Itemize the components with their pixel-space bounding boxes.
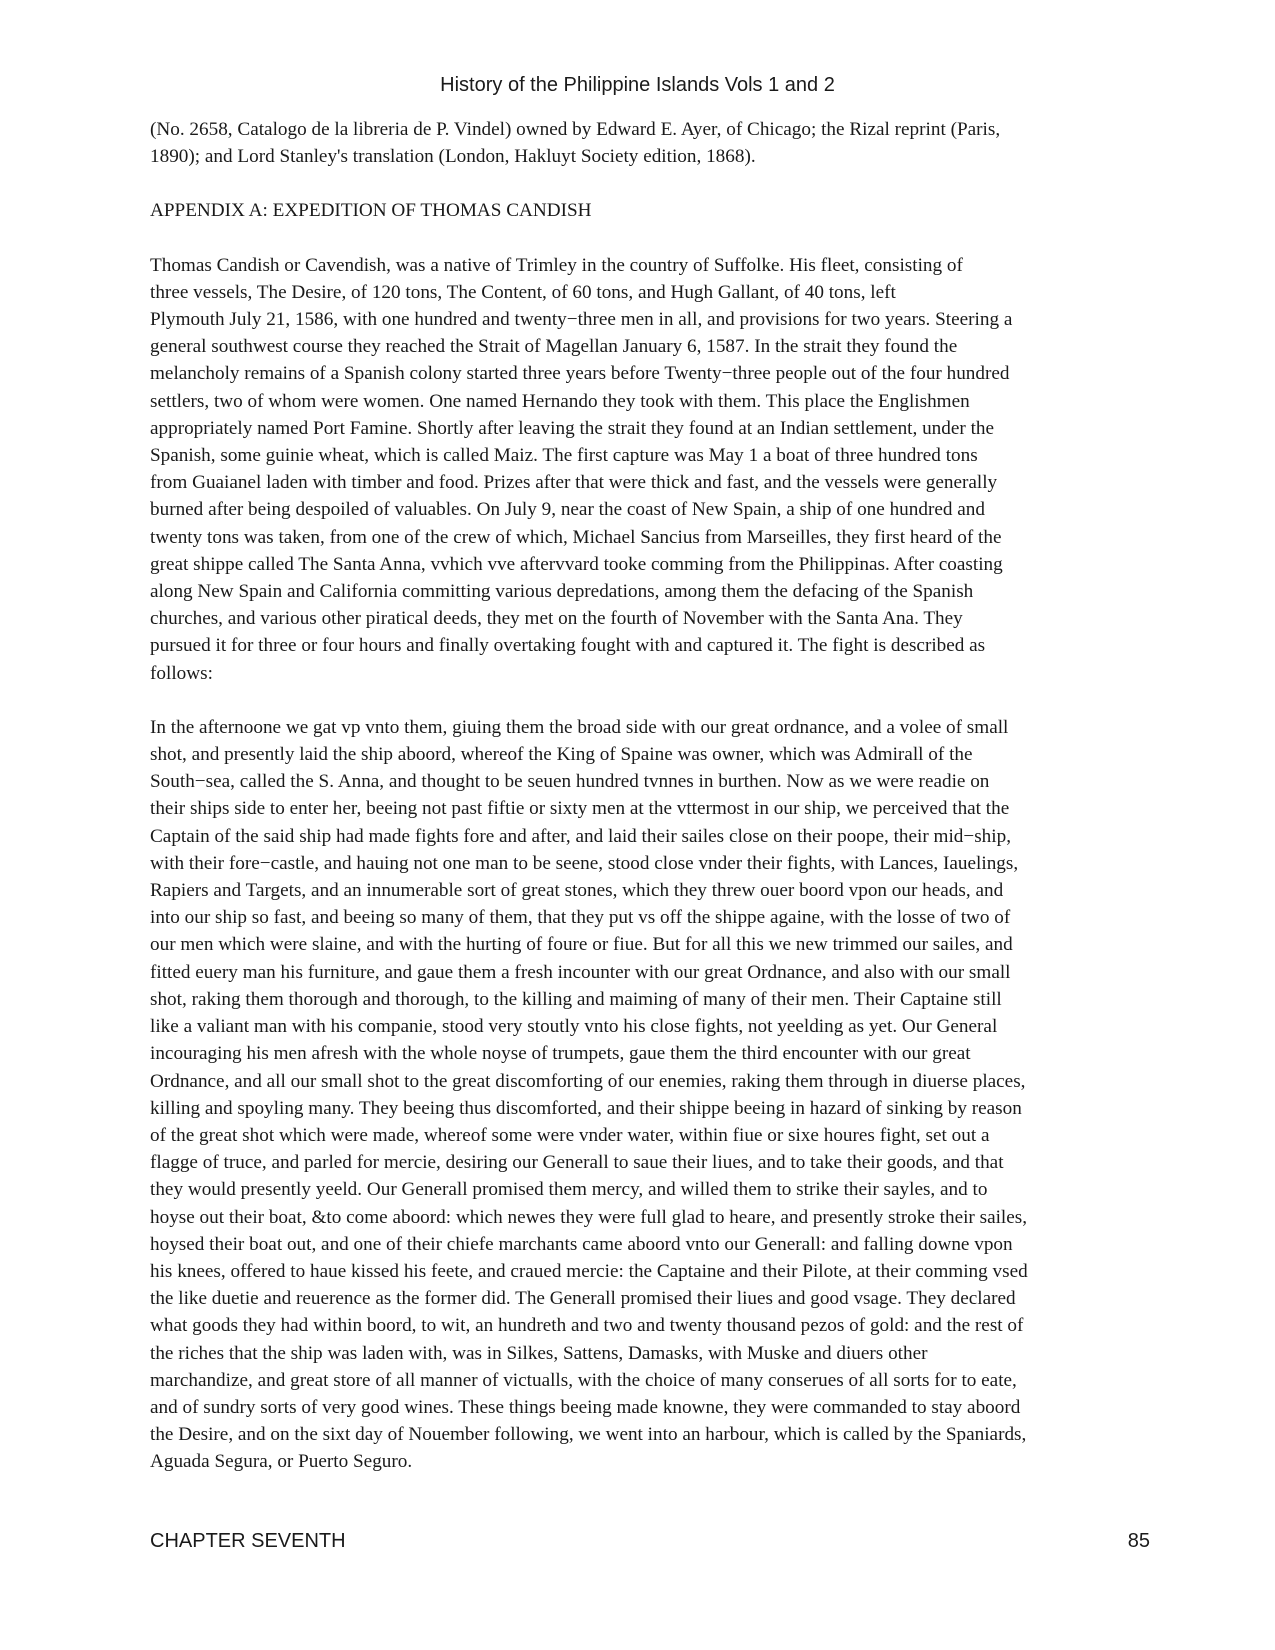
candish-biography-paragraph: Thomas Candish or Cavendish, was a native of Trimley in the country of Suffolke. His fleet, consisting of three vessels, The Desire, of 120 tons, The Content, of 60 tons, and Hugh Gallant, of 40 tons, left Plymouth July 21, 1586, with one hundred and twenty−three men in all, and provisions for two years. Steering a general southwest course they reached the Strait of Magellan January 6, 1587. In the strait they found the melancholy remains of a Spanish colony started three years before Twenty−three people out of the four hundred settlers, two of whom were women. One named Hernando they took with them. This place the Englishmen appropriately named Port Famine. Shortly after leaving the strait they found at an Indian settlement, under the Spanish, some guinie wheat, which is called Maiz. The first capture was May 1 a boat of three hundred tons from Guaianel laden with timber and food. Prizes after that were thick and fast, and the vessels were generally burned after being despoiled of valuables. On July 9, near the coast of New Spain, a ship of one hundred and twenty tons was taken, from one of the crew of which, Michael Sancius from Marseilles, they first heard of the great shippe called The Santa Anna, vvhich vve aftervvard tooke comming from the Philippinas. After coasting along New Spain and California committing various depredations, among them the defacing of the Spanish churches, and various other piratical deeds, they met on the fourth of November with the Santa Ana. They pursued it for three or four hours and finally overtaking fought with and captured it. The fight is described as follows: <box>150 254 1013 684</box>
fight-description-paragraph: In the afternoone we gat vp vnto them, giuing them the broad side with our great ordnance, and a volee of small shot, and presently laid the ship aboord, whereof the King of Spaine was owner, which was Admirall of the South−sea, called the S. Anna, and thought to be seuen hundred tvnnes in burthen. Now as we were readie on their ships side to enter her, beeing not past fiftie or sixty men at the vttermost in our ship, we perceived that the Captain of the said ship had made fights fore and after, and laid their sailes close on their poope, their mid−ship, with their fore−castle, and hauing not one man to be seene, stood close vnder their fights, with Lances, Iauelings, Rapiers and Targets, and an innumerable sort of great stones, which they threw ouer boord vpon our heads, and into our ship so fast, and beeing so many of them, that they put vs off the shippe againe, with the losse of two of our men which were slaine, and with the hurting of foure or fiue. But for all this we new trimmed our sailes, and fitted euery man his furniture, and gaue them a fresh incounter with our great Ordnance, and also with our small shot, raking them thorough and thorough, to the killing and maiming of many of their men. Their Captaine still like a valiant man with his companie, stood very stoutly vnto his close fights, not yeelding as yet. Our General incouraging his men afresh with the whole noyse of trumpets, gaue them the third encounter with our great Ordnance, and all our small shot to the great discomforting of our enemies, raking them through in diuerse places, killing and spoyling many. They beeing thus discomforted, and their shippe beeing in hazard of sinking by reason of the great shot which were made, whereof some were vnder water, within fiue or sixe houres fight, set out a flagge of truce, and parled for mercie, desiring our Generall to saue their liues, and to take their goods, and that they would presently yeeld. Our Generall promised them mercy, and willed them to strike their sayles, and to hoyse out their boat, &to come aboord: which newes they were full glad to heare, and presently stroke their sailes, hoysed their boat out, and one of their chiefe marchants came aboord vnto our Generall: and falling downe vpon his knees, offered to haue kissed his feete, and craued mercie: the Captaine and their Pilote, at their comming vsed the like duetie and reuerence as the former did. The Generall promised their liues and good vsage. They declared what goods they had within boord, to wit, an hundreth and two and twenty thousand pezos of gold: and the rest of the riches that the ship was laden with, was in Silkes, Sattens, Damasks, with Muske and diuers other marchandize, and great store of all manner of victualls, with the choice of many conserues of all sorts for to eate, and of sundry sorts of very good wines. These things beeing made knowne, they were commanded to stay aboord the Desire, and on the sixt day of Nouember following, we went into an harbour, which is called by the Spaniards, Aguada Segura, or Puerto Seguro. <box>150 716 1028 1473</box>
intro-paragraph: (No. 2658, Catalogo de la libreria de P. Vindel) owned by Edward E. Ayer, of Chicago; the Rizal reprint (Paris, 1890); and Lord Stanley's translation (London, Hakluyt Society edition, 1868). <box>150 119 1001 168</box>
page-number: 85 <box>1127 1530 1150 1552</box>
appendix-heading: APPENDIX A: EXPEDITION OF THOMAS CANDISH <box>150 200 592 222</box>
footer-chapter-label: CHAPTER SEVENTH <box>150 1530 346 1552</box>
page-body <box>150 116 1150 1476</box>
running-header-title: History of the Philippine Islands Vols 1 and 2 <box>440 74 835 96</box>
